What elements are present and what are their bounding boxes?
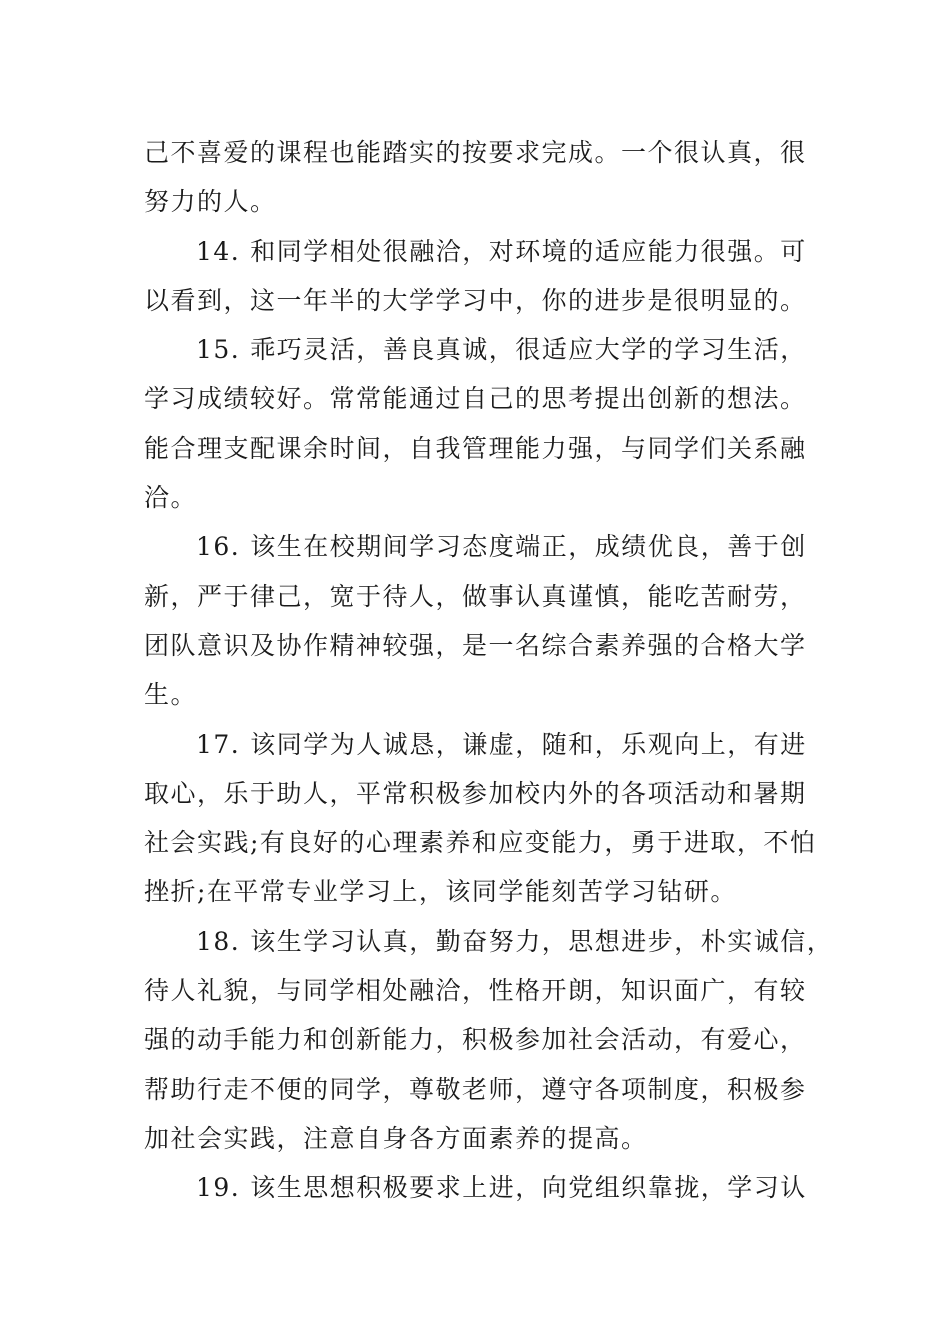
text-line: 强的动手能力和创新能力，积极参加社会活动，有爱心， xyxy=(144,1025,807,1055)
text-line: 该生学习认真，勤奋努力，思想进步，朴实诚信， xyxy=(250,926,834,956)
text-line: 洽。 xyxy=(144,483,198,513)
text-line: 社会实践;有良好的心理素养和应变能力，勇于进取，不怕 xyxy=(144,828,817,858)
text-line: 乖巧灵活，善良真诚，很适应大学的学习生活， xyxy=(250,335,807,365)
text-line: 加社会实践，注意自身各方面素养的提高。 xyxy=(144,1123,648,1153)
text-line: 和同学相处很融洽，对环境的适应能力很强。可 xyxy=(250,236,807,266)
item-number: 16. xyxy=(196,532,241,562)
text-line: 团队意识及协作精神较强，是一名综合素养强的合格大学 xyxy=(144,630,807,660)
paragraph-18 xyxy=(144,917,844,1163)
item-number: 18. xyxy=(196,926,241,956)
item-number: 17. xyxy=(196,729,241,759)
text-line: 努力的人。 xyxy=(144,187,277,217)
text-line: 新，严于律己，宽于待人，做事认真谨慎，能吃苦耐劳， xyxy=(144,581,807,611)
text-line: 学习成绩较好。常常能通过自己的思考提出创新的想法。 xyxy=(144,384,807,414)
paragraph-15 xyxy=(144,325,844,522)
text-line: 帮助行走不便的同学，尊敬老师，遵守各项制度，积极参 xyxy=(144,1074,807,1104)
text-line: 能合理支配课余时间，自我管理能力强，与同学们关系融 xyxy=(144,433,807,463)
paragraph-19 xyxy=(144,1163,844,1212)
text-line: 该生在校期间学习态度端正，成绩优良，善于创 xyxy=(250,532,807,562)
text-line: 该同学为人诚恳，谦虚，随和，乐观向上，有进 xyxy=(250,729,807,759)
paragraph-14 xyxy=(144,227,844,326)
item-number: 19. xyxy=(196,1173,241,1203)
item-number: 14. xyxy=(196,236,241,266)
paragraph-13-continuation xyxy=(144,128,844,227)
text-line: 己不喜爱的课程也能踏实的按要求完成。一个很认真，很 xyxy=(144,138,807,167)
text-line: 挫折;在平常专业学习上，该同学能刻苦学习钻研。 xyxy=(144,877,737,907)
document-body xyxy=(144,128,844,1213)
text-line: 以看到，这一年半的大学学习中，你的进步是很明显的。 xyxy=(144,285,807,315)
text-line: 待人礼貌，与同学相处融洽，性格开朗，知识面广，有较 xyxy=(144,976,807,1006)
text-line: 生。 xyxy=(144,680,198,710)
item-number: 15. xyxy=(196,335,241,365)
text-line: 该生思想积极要求上进，向党组织靠拢，学习认 xyxy=(250,1173,807,1203)
paragraph-16 xyxy=(144,522,844,719)
text-line: 取心，乐于助人，平常积极参加校内外的各项活动和暑期 xyxy=(144,778,807,808)
paragraph-17 xyxy=(144,720,844,917)
